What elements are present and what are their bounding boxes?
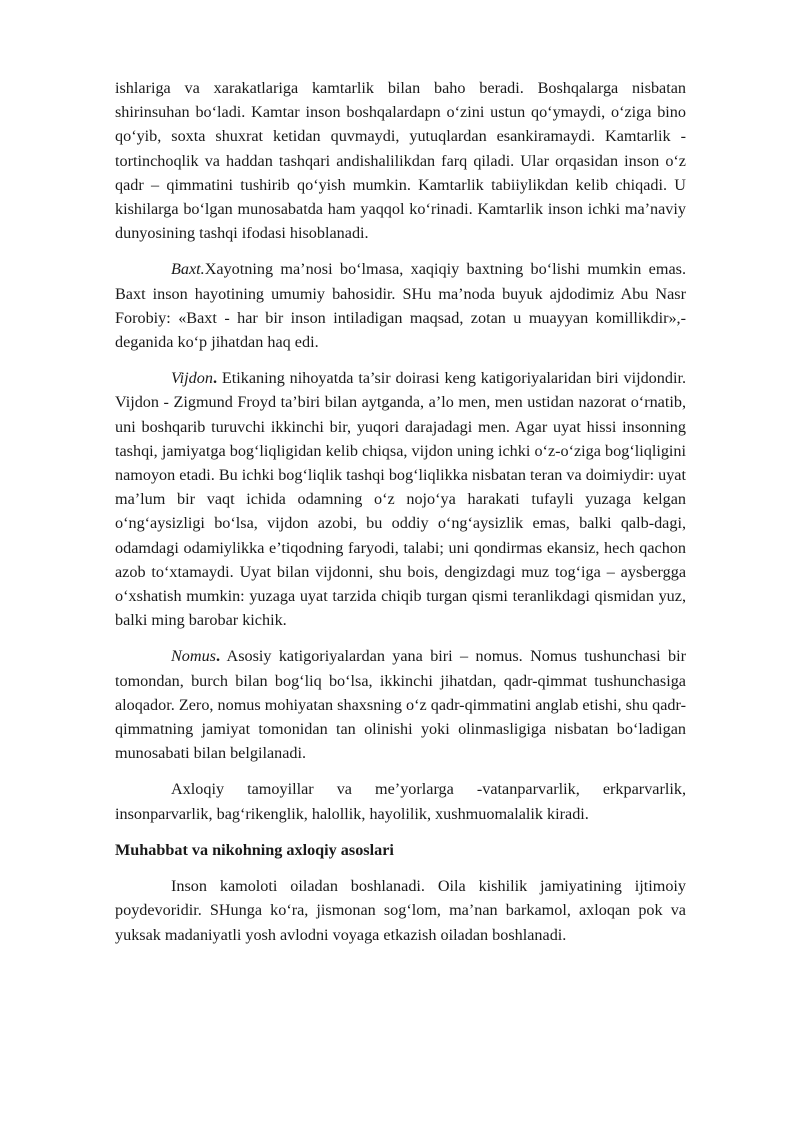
paragraph-oila: Inson kamoloti oiladan boshlanadi. Oila kishilik jamiyatining ijtimoiy poydevoridir. SHunga ko‘ra, jismonan sog‘lom, ma’nan barkamol, axloqan pok va yuksak madaniyatli yosh avlodni voyaga etkazish oiladan boshlanadi.: [115, 877, 686, 944]
term-nomus-dot: .: [215, 647, 221, 666]
term-baxt: Baxt.: [171, 260, 205, 279]
paragraph-axloqiy-tamoyillar: Axloqiy tamoyillar va me’yorlarga -vatanparvarlik, erkparvarlik, insonparvarlik, bag‘rikenglik, halollik, hayolilik, xushmuomalalik kiradi.: [115, 780, 686, 823]
paragraph-baxt: [115, 257, 686, 354]
term-nomus: Nomus: [171, 647, 216, 666]
paragraph-baxt-text: Xayotning ma’nosi bo‘lmasa, xaqiqiy baxtning bo‘lishi mumkin emas. Baxt inson hayotining umumiy bahosidir. SHu ma’noda buyuk ajdodimiz Abu Nasr Forobiy: «Baxt - har bir inson intiladigan maqsad, zotan u muayyan komillikdir»,- deganida ko‘p jihatdan haq edi.: [115, 260, 686, 352]
paragraph-vijdon-text: Etikaning nihoyatda ta’sir doirasi keng katigoriyalaridan biri vijdondir. Vijdon - Zigmund Froyd ta’biri bilan aytganda, a’lo men, men ustidan nazorat o‘rnatib, uni boshqarib turuvchi ikkinchi bir, yuqori darajadagi men. Agar uyat hissi insonning tashqi, jamiyatga bog‘liqligidan kelib chiqsa, vijdon uning ichki o‘z-o‘ziga bog‘liqligini namoyon etadi. Bu ichki bog‘liqlik tashqi bog‘liqlikka nisbatan teran va doimiydir: uyat ma’lum bir vaqt ichida odamning o‘z nojo‘ya harakati tufayli yuzaga kelgan o‘ng‘aysizligi bo‘lsa, vijdon azobi, bu oddiy o‘ng‘aysizlik emas, balki qalb-dagi, odamdagi odamiylikka e’tiqodning faryodi, talabi; uni qondirmas ekansiz, hech qachon azob to‘xtamaydi. Uyat bilan vijdonni, shu bois, dengizdagi muz tog‘iga – aysbergga o‘xshatish mumkin: yuzaga uyat tarzida chiqib turgan qismi teranlikdagi qismidan yuz, balki ming barobar kichik.: [115, 369, 686, 630]
document-page: [115, 76, 686, 959]
paragraph-vijdon: [115, 366, 686, 632]
paragraph-nomus-text: Asosiy katigoriyalardan yana biri – nomus. Nomus tushunchasi bir tomondan, burch bilan bog‘liq bo‘lsa, ikkinchi jihatdan, qadr-qimmat tushunchasiga aloqador. Zero, nomus mohiyatan shaxsning o‘z qadr-qimmatini anglab etishi, shu qadr-qimmatning jamiyat tomonidan tan olinishi yoki olinmasligiga nisbatan bo‘ladigan munosabati bilan belgilanadi.: [115, 647, 686, 763]
term-vijdon-dot: .: [212, 369, 218, 388]
paragraph-nomus: [115, 644, 686, 765]
section-heading: Muhabbat va nikohning axloqiy asoslari: [115, 840, 394, 859]
term-vijdon: Vijdon: [171, 369, 213, 388]
paragraph-kamtarlik: ishlariga va xarakatlariga kamtarlik bilan baho beradi. Boshqalarga nisbatan shirinsuhan bo‘ladi. Kamtar inson boshqalardapn o‘zini ustun qo‘ymaydi, o‘ziga bino qo‘yib, soxta shuxrat ketidan quvmaydi, yutuqlardan esankiramaydi. Kamtarlik - tortinchoqlik va haddan tashqari andishalilikdan farq qiladi. Ular orqasidan inson o‘z qadr – qimmatini tushirib qo‘yish mumkin. Kamtarlik tabiiylikdan kelib chiqadi. U kishilarga bo‘lgan munosabatda ham yaqqol ko‘rinadi. Kamtarlik inson ichki ma’naviy dunyosining tashqi ifodasi hisoblanadi.: [115, 79, 686, 243]
